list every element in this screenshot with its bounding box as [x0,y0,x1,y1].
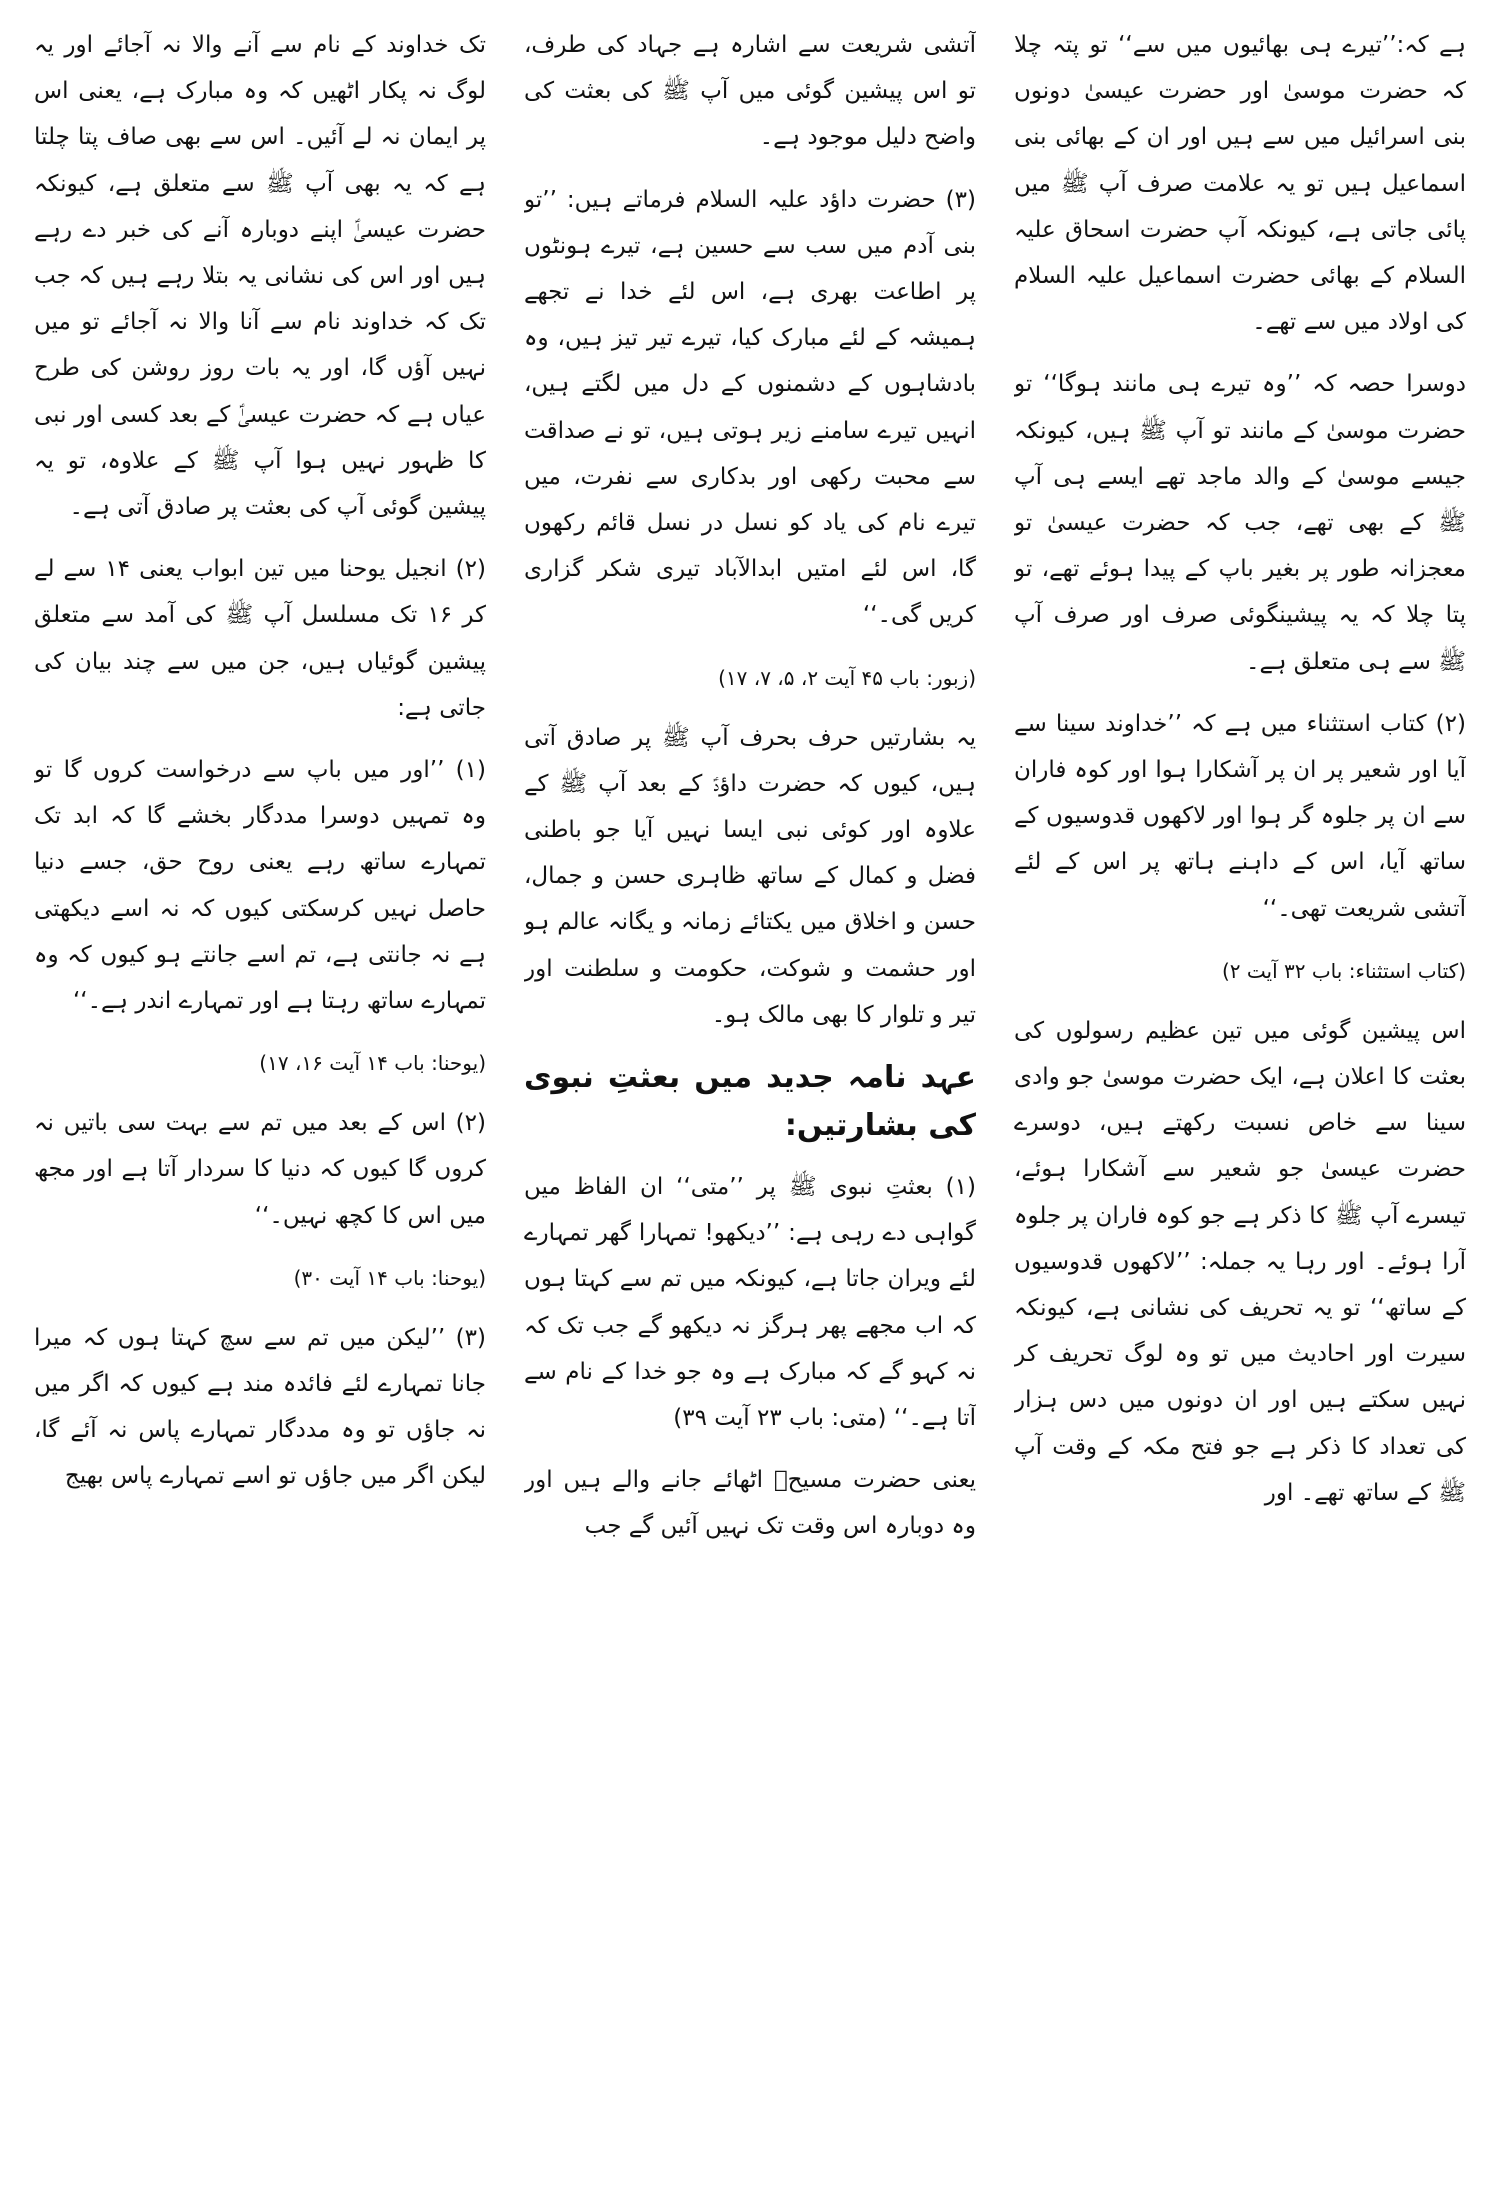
paragraph: اس پیشین گوئی میں تین عظیم رسولوں کی بعثت کا اعلان ہے، ایک حضرت موسیٰ جو وادی سینا سے خاص نسبت رکھتے ہیں، دوسرے حضرت عیسیٰ جو شعیر سے آشکارا ہوئے، تیسرے آپ ﷺ کا ذکر ہے جو کوہ فاران پر جلوہ آرا ہوئے۔ اور رہا یہ جملہ: ’’لاکھوں قدوسیوں کے ساتھ‘‘ تو یہ تحریف کی نشانی ہے، کیونکہ سیرت اور احادیث میں تو وہ لوگ تحریف کر نہیں سکتے ہیں اور ان دونوں میں دس ہزار کی تعداد کا ذکر ہے جو فتح مکہ کے وقت آپ ﷺ کے ساتھ تھے۔ اور [1014,1017,1466,1506]
paragraph: (۱) بعثتِ نبوی ﷺ پر ’’متی‘‘ ان الفاظ میں گواہی دے رہی ہے: ’’دیکھو! تمہارا گھر تمہارے لئے ویران جاتا ہے، کیونکہ میں تم سے کہتا ہوں کہ اب مجھے پھر ہرگز نہ دیکھو گے جب تک کہ نہ کہو گے کہ مبارک ہے وہ جو خدا کے نام سے آتا ہے۔‘‘ (متی: باب ۲۳ آیت ۳۹) [524,1174,976,1432]
column-right [1014,22,1466,2190]
paragraph: ہے کہ:’’تیرے ہی بھائیوں میں سے‘‘ تو پتہ چلا کہ حضرت موسیٰ اور حضرت عیسیٰ دونوں بنی اسرائیل میں سے ہیں اور ان کے بھائی بنی اسماعیل ہیں تو یہ علامت صرف آپ ﷺ میں پائی جاتی ہے، کیونکہ آپ حضرت اسحاق علیہ السلام کے بھائی حضرت اسماعیل علیہ السلام کی اولاد میں سے تھے۔ [1014,32,1466,336]
paragraph: (۲) کتاب استثناء میں ہے کہ ’’خداوند سینا سے آیا اور شعیر پر ان پر آشکارا ہوا اور کوہ فاران سے ان پر جلوہ گر ہوا اور لاکھوں قدوسیوں کے ساتھ آیا، اس کے داہنے ہاتھ پر اس کے لئے آتشی شریعت تھی۔‘‘ [1014,710,1466,922]
column-left [34,22,486,2190]
reference-citation: (یوحنا: باب ۱۴ آیت ۱۶، ۱۷) [259,1051,486,1076]
paragraph: (۳) ’’لیکن میں تم سے سچ کہتا ہوں کہ میرا جانا تمہارے لئے فائدہ مند ہے کیوں کہ اگر میں نہ جاؤں تو وہ مددگار تمہارے پاس نہ آئے گا، لیکن اگر میں جاؤں تو اسے تمہارے پاس بھیج [34,1324,486,1490]
paragraph: (۲) اس کے بعد میں تم سے بہت سی باتیں نہ کروں گا کیوں کہ دنیا کا سردار آتا ہے اور مجھ میں اس کا کچھ نہیں۔‘‘ [34,1110,486,1229]
column-middle [524,22,976,2190]
paragraph: (۲) انجیل یوحنا میں تین ابواب یعنی ۱۴ سے لے کر ۱۶ تک مسلسل آپ ﷺ کی آمد سے متعلق پیشین گوئیاں ہیں، جن میں سے چند بیان کی جاتی ہے: [34,556,486,721]
paragraph: آتشی شریعت سے اشارہ ہے جہاد کی طرف، تو اس پیشین گوئی میں آپ ﷺ کی بعثت کی واضح دلیل موجود ہے۔ [524,32,976,151]
paragraph: دوسرا حصہ کہ ’’وہ تیرے ہی مانند ہوگا‘‘ تو حضرت موسیٰ کے مانند تو آپ ﷺ ہیں، کیونکہ جیسے موسیٰ کے والد ماجد تھے ایسے ہی آپ ﷺ کے بھی تھے، جب کہ حضرت عیسیٰ تو معجزانہ طور پر بغیر باپ کے پیدا ہوئے تھے، تو پتا چلا کہ یہ پیشینگوئی صرف اور صرف آپ ﷺ سے ہی متعلق ہے۔ [1014,371,1466,675]
reference-citation: (یوحنا: باب ۱۴ آیت ۳۰) [293,1265,486,1290]
section-heading: عہد نامہ جدید میں بعثتِ نبوی کی بشارتیں: [524,1060,976,1144]
reference-citation: (کتاب استثناء: باب ۳۲ آیت ۲) [1221,958,1466,983]
paragraph: تک خداوند کے نام سے آنے والا نہ آجائے اور یہ لوگ نہ پکار اٹھیں کہ وہ مبارک ہے، یعنی اس پر ایمان نہ لے آئیں۔ اس سے بھی صاف پتا چلتا ہے کہ یہ بھی آپ ﷺ سے متعلق ہے، کیونکہ حضرت عیسیٰؑ اپنے دوبارہ آنے کی خبر دے رہے ہیں اور اس کی نشانی یہ بتلا رہے ہیں کہ جب تک کہ خداوند نام سے آنا والا نہ آجائے تو میں نہیں آؤں گا، اور یہ بات روز روشن کی طرح عیاں ہے کہ حضرت عیسیٰؑ کے بعد کسی اور نبی کا ظہور نہیں ہوا آپ ﷺ کے علاوہ، تو یہ پیشین گوئی آپ کی بعثت پر صادق آتی ہے۔ [34,32,486,521]
paragraph: یہ بشارتیں حرف بحرف آپ ﷺ پر صادق آتی ہیں، کیوں کہ حضرت داؤدؑ کے بعد آپ ﷺ کے علاوہ اور کوئی نبی ایسا نہیں آیا جو باطنی فضل و کمال کے ساتھ ظاہری حسن و جمال، حسن و اخلاق میں یکتائے زمانہ و یگانہ عالم ہو اور حشمت و شوکت، حکومت و سلطنت اور تیر و تلوار کا بھی مالک ہو۔ [524,724,976,1028]
reference-citation: (زبور: باب ۴۵ آیت ۲، ۵، ۷، ۱۷) [718,665,976,690]
paragraph: (۱) ’’اور میں باپ سے درخواست کروں گا تو وہ تمہیں دوسرا مددگار بخشے گا کہ ابد تک تمہارے ساتھ رہے یعنی روح حق، جسے دنیا حاصل نہیں کرسکتی کیوں کہ نہ اسے دیکھتی ہے نہ جانتی ہے، تم اسے جانتے ہو کیوں کہ وہ تمہارے ساتھ رہتا ہے اور تمہارے اندر ہے۔‘‘ [34,757,486,1015]
paragraph: (۳) حضرت داؤد علیہ السلام فرماتے ہیں: ’’تو بنی آدم میں سب سے حسین ہے، تیرے ہونٹوں پر اطاعت بھری ہے، اس لئے خدا نے تجھے ہمیشہ کے لئے مبارک کیا، تیرے تیر تیز ہیں، وہ بادشاہوں کے دشمنوں کے دل میں لگتے ہیں، انہیں تیرے سامنے زیر ہوتی ہیں، تو نے صداقت سے محبت رکھی اور بدکاری سے نفرت، میں تیرے نام کی یاد کو نسل در نسل قائم رکھوں گا، اس لئے امتیں ابدالآباد تیری شکر گزاری کریں گی۔‘‘ [524,186,976,629]
paragraph: یعنی حضرت مسیحؑ اٹھائے جانے والے ہیں اور وہ دوبارہ اس وقت تک نہیں آئیں گے جب [524,1467,976,1540]
